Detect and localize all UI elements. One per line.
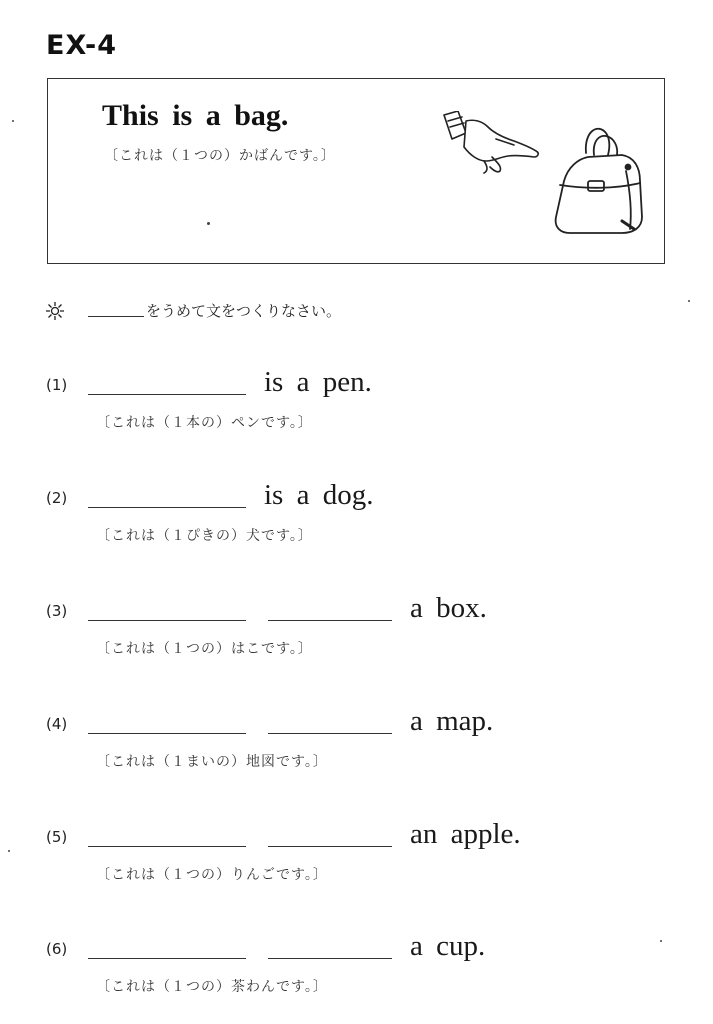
example-sentence: This is a bag. — [102, 99, 289, 132]
star-burst-icon — [46, 302, 64, 320]
instruction-text: をうめて文をつくりなさい。 — [146, 302, 342, 320]
example-translation: 〔これは（１つの）かばんです。〕 — [104, 148, 336, 164]
exercise-sentence-text: a box. — [410, 592, 487, 624]
exercise-sentence-text: an apple. — [410, 818, 521, 850]
exercise-number: (6) — [46, 940, 68, 958]
pointing-hand-icon — [444, 111, 538, 173]
scan-speck — [8, 850, 10, 852]
exercise-number: (2) — [46, 489, 68, 507]
scan-speck — [660, 940, 662, 942]
exercise-translation: 〔これは（１まいの）地図です。〕 — [96, 754, 328, 770]
worksheet-title: EX-4 — [46, 30, 118, 61]
answer-blank-second[interactable] — [268, 958, 392, 959]
exercise-3 — [46, 592, 666, 676]
answer-blank-first[interactable] — [88, 620, 246, 621]
exercise-translation: 〔これは（１ぴきの）犬です。〕 — [96, 528, 313, 544]
scan-speck — [207, 222, 210, 225]
exercise-translation: 〔これは（１本の）ペンです。〕 — [96, 415, 313, 431]
exercise-number: (5) — [46, 828, 68, 846]
exercise-sentence-text: a map. — [410, 705, 494, 737]
answer-blank-first[interactable] — [88, 733, 246, 734]
answer-blank-second[interactable] — [268, 733, 392, 734]
exercise-5 — [46, 818, 666, 902]
scan-speck — [688, 300, 690, 302]
instruction — [46, 300, 341, 321]
bag-icon — [556, 129, 642, 233]
exercise-number: (1) — [46, 376, 68, 394]
exercise-sentence-text: is a pen. — [264, 366, 372, 398]
exercise-translation: 〔これは（１つの）はこです。〕 — [96, 641, 313, 657]
scan-speck — [12, 120, 14, 122]
answer-blank[interactable] — [88, 507, 246, 508]
exercise-translation: 〔これは（１つの）茶わんです。〕 — [96, 979, 328, 995]
exercise-1 — [46, 366, 666, 450]
answer-blank-second[interactable] — [268, 846, 392, 847]
hand-pointing-at-bag-illustration — [436, 111, 646, 251]
exercise-2 — [46, 479, 666, 563]
exercise-translation: 〔これは（１つの）りんごです。〕 — [96, 867, 328, 883]
answer-blank-first[interactable] — [88, 958, 246, 959]
exercise-sentence-text: is a dog. — [264, 479, 374, 511]
answer-blank-first[interactable] — [88, 846, 246, 847]
exercise-sentence-text: a cup. — [410, 930, 486, 962]
exercise-6 — [46, 930, 666, 1014]
answer-blank[interactable] — [88, 394, 246, 395]
instruction-blank-line — [88, 304, 144, 317]
example-box — [47, 78, 665, 264]
exercise-4 — [46, 705, 666, 789]
exercise-number: (3) — [46, 602, 68, 620]
exercise-number: (4) — [46, 715, 68, 733]
answer-blank-second[interactable] — [268, 620, 392, 621]
